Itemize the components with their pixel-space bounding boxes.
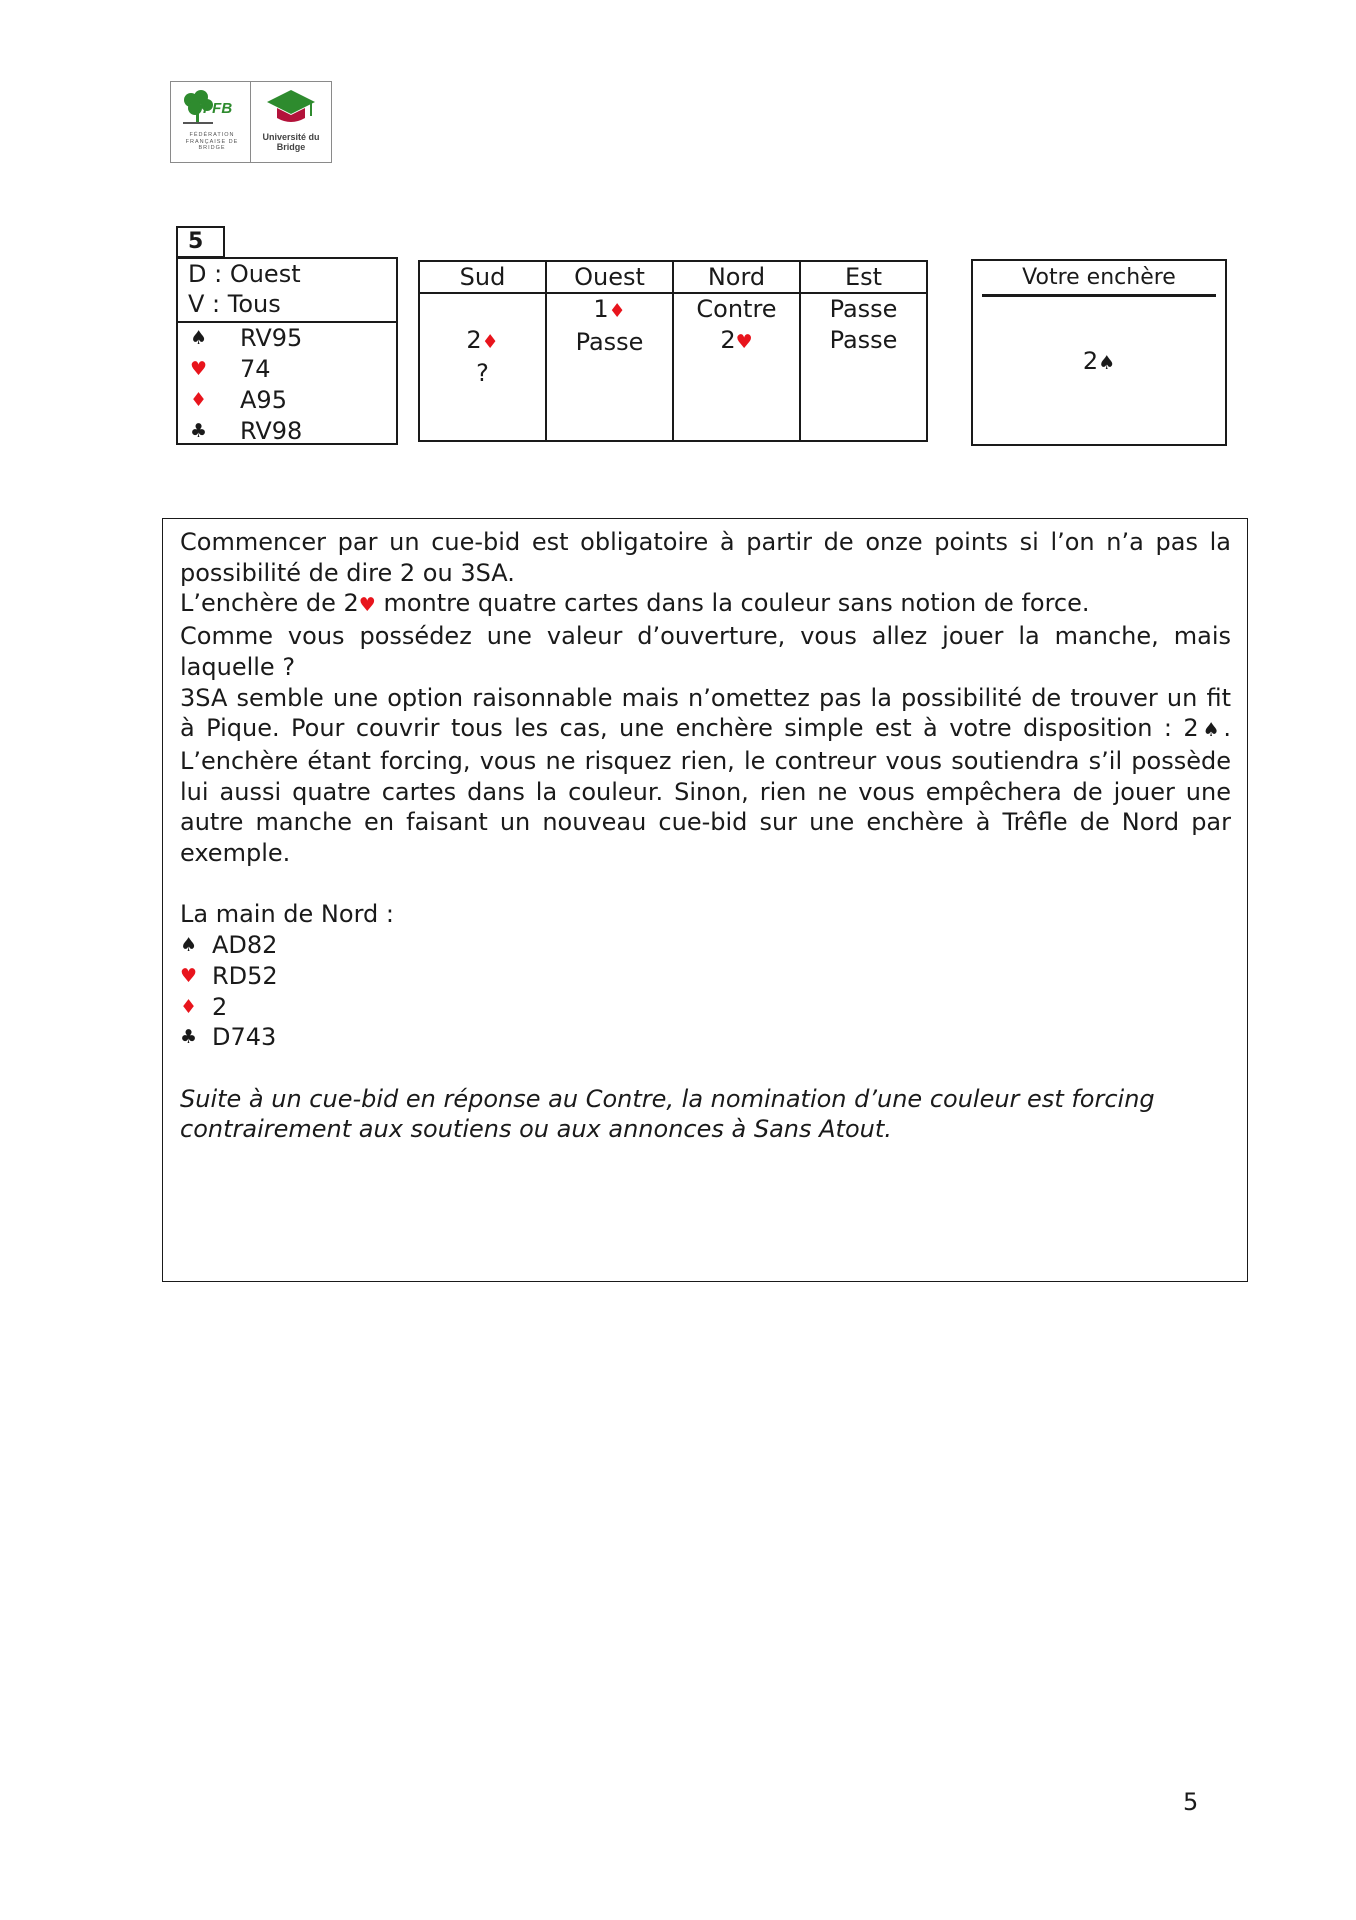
north-clubs: D743 (212, 1023, 277, 1052)
bid-cell (547, 294, 672, 327)
diamond-icon: ♦ (608, 300, 626, 322)
bid-level: 2 (720, 326, 736, 354)
bidding-header-ouest: Ouest (547, 262, 672, 294)
diamond-icon: ♦ (180, 995, 198, 1018)
heart-icon: ♥ (190, 358, 208, 380)
south-hand (178, 323, 396, 447)
bidding-column-nord (674, 262, 801, 440)
bidding-column-est (801, 262, 926, 440)
answer-title: Votre enchère (1022, 265, 1176, 290)
club-icon: ♣ (180, 1026, 198, 1049)
north-hand-row-spades (180, 930, 1231, 961)
bid-cell: ? (476, 359, 489, 387)
graduation-cap-icon (265, 88, 317, 128)
university-logo (251, 82, 331, 162)
bid-cell (420, 325, 545, 358)
bidding-table (418, 260, 928, 442)
hand-row-clubs (190, 416, 396, 447)
deal-number: 5 (176, 226, 225, 258)
bid-level: 2 (466, 326, 482, 354)
deal-info (178, 259, 396, 323)
hearts-cards: 74 (240, 355, 271, 383)
bid-cell: Contre (696, 295, 777, 323)
clubs-cards: RV98 (240, 417, 303, 445)
hand-row-diamonds (190, 385, 396, 416)
bidding-column-ouest (547, 262, 674, 440)
commentary-paragraph: Commencer par un cue-bid est obligatoire à partir de onze points si l’on n’a pas la possibilité de dire 2 ou 3SA. (180, 528, 1231, 587)
university-logo-text: Université du Bridge (262, 132, 320, 152)
north-hand-row-diamonds (180, 992, 1231, 1023)
bid-cell (674, 325, 799, 358)
north-hand-row-clubs (180, 1022, 1231, 1053)
spacer (180, 1053, 1231, 1084)
dealer: D : Ouest (188, 260, 301, 288)
north-hand-title: La main de Nord : (180, 900, 394, 929)
spacer (180, 869, 1231, 900)
hand-row-hearts (190, 354, 396, 385)
answer-level: 2 (1082, 347, 1099, 375)
heart-icon: ♥ (358, 594, 376, 617)
north-hearts: RD52 (212, 961, 278, 990)
bidding-header-sud: Sud (420, 262, 545, 294)
deal-box (176, 257, 398, 445)
bid-cell: Passe (575, 328, 644, 356)
bid-cell: Passe (829, 326, 898, 354)
ffb-logo-subtitle: FÉDÉRATION FRANÇAISE DE BRIDGE (185, 132, 239, 151)
bidding-header-nord: Nord (674, 262, 799, 294)
commentary-note: Suite à un cue-bid en réponse au Contre, la nomination d’une couleur est forcing contrairement aux soutiens ou aux annonces à Sans Atout. (180, 1084, 1155, 1144)
commentary-text: montre quatre cartes dans la couleur sans notion de force. (375, 589, 1090, 618)
ffb-logo-text: FFB (203, 100, 233, 117)
diamond-icon: ♦ (481, 331, 499, 353)
bid-cell: Passe (829, 295, 898, 323)
answer-value (973, 347, 1225, 375)
diamonds-cards: A95 (240, 386, 287, 414)
commentary-text: . L’enchère étant forcing, vous ne risquez rien, le contreur vous soutiendra s’il possède lui aussi quatre cartes dans la couleur. Sinon, rien ne vous empêchera de jouer une autre manche en faisant un nouveau cue-bid sur une enchère à Trêfle de Nord par exemple. (180, 714, 1231, 868)
answer-box (971, 259, 1227, 446)
spade-icon: ♠ (1098, 352, 1116, 374)
commentary-paragraph (180, 683, 1231, 869)
commentary-box (162, 518, 1248, 1282)
spades-cards: RV95 (240, 324, 303, 352)
commentary-paragraph (180, 588, 1231, 621)
north-spades: AD82 (212, 931, 278, 960)
heart-icon: ♥ (180, 964, 198, 987)
ffb-logo (170, 81, 332, 163)
bid-cell (420, 294, 545, 325)
commentary-text: L’enchère de 2 (180, 589, 359, 618)
answer-divider (982, 294, 1216, 297)
spade-icon: ♠ (190, 327, 208, 349)
bidding-column-sud (420, 262, 547, 440)
commentary-paragraph: Comme vous possédez une valeur d’ouverture, vous allez jouer la manche, mais laquelle ? (180, 622, 1231, 681)
ffb-logo-left (171, 82, 251, 162)
north-diamonds: 2 (212, 992, 228, 1021)
commentary-text: 3SA semble une option raisonnable mais n’omettez pas la possibilité de trouver un fit à Pique. Pour couvrir tous les cas, une enchère simple est à votre disposition : 2 (180, 683, 1231, 743)
spade-icon: ♠ (1198, 719, 1224, 742)
page-number: 5 (1183, 1788, 1199, 1816)
north-hand-row-hearts (180, 961, 1231, 992)
spade-icon: ♠ (180, 934, 198, 957)
club-icon: ♣ (190, 420, 208, 442)
hand-row-spades (190, 323, 396, 354)
bidding-header-est: Est (801, 262, 926, 294)
diamond-icon: ♦ (190, 389, 208, 411)
heart-icon: ♥ (735, 331, 753, 353)
vulnerability: V : Tous (188, 290, 281, 318)
bid-level: 1 (593, 295, 609, 323)
